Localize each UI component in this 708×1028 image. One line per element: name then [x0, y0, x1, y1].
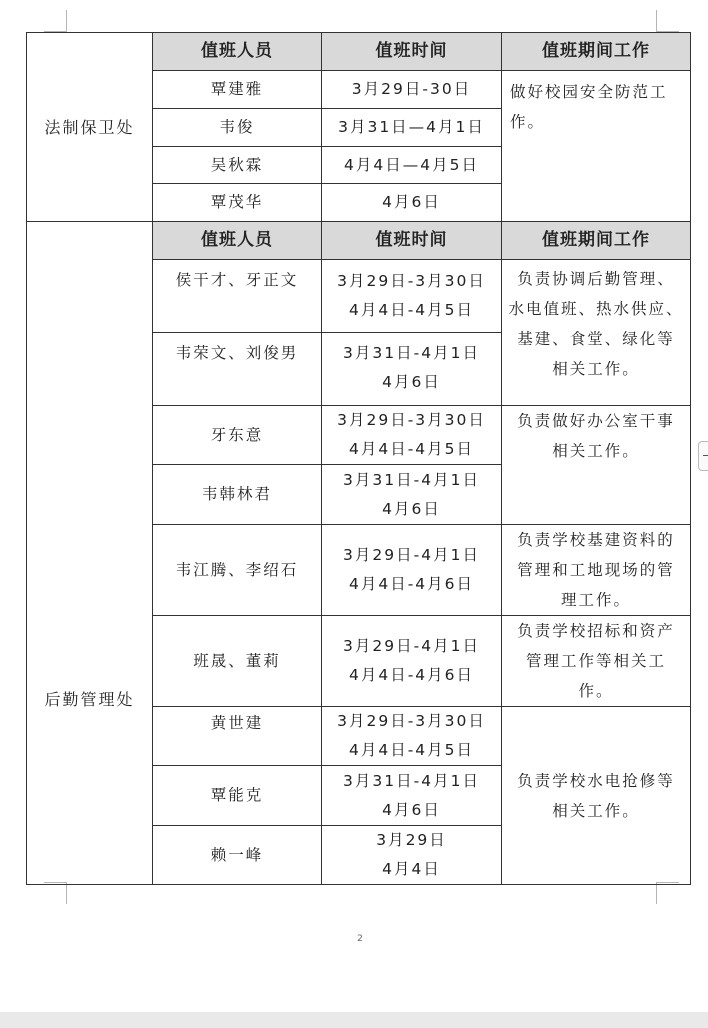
time-line: 3月29日-3月30日	[337, 272, 486, 290]
collapse-handle[interactable]	[698, 441, 708, 471]
header-time: 值班时间	[322, 222, 502, 260]
work-line: 负责学校招标和资产	[517, 622, 675, 640]
work-cell	[502, 616, 691, 707]
time-line: 4月6日	[382, 373, 441, 391]
work-line: 负责做好办公室干事	[517, 412, 675, 430]
bottom-gray-strip	[0, 1012, 708, 1028]
time-line: 4月4日-4月5日	[348, 741, 475, 759]
header-person: 值班人员	[153, 222, 322, 260]
time-cell	[322, 465, 502, 525]
time-line: 4月4日-4月6日	[348, 575, 475, 593]
time-line: 4月6日	[382, 499, 441, 518]
crop-mark-bottom-right-v	[656, 882, 657, 904]
work-line: 管理和工地现场的管	[517, 561, 675, 579]
time-line: 3月29日-3月30日	[337, 712, 486, 730]
time-cell	[322, 406, 502, 465]
time-line: 3月29日-4月1日	[343, 546, 480, 564]
person-cell: 韦韩林君	[153, 465, 322, 525]
time-line: 3月29日-3月30日	[337, 411, 486, 429]
time-cell	[322, 333, 502, 406]
crop-mark-top-left-v	[66, 10, 67, 32]
time-cell	[322, 766, 502, 826]
dept-cell: 后勤管理处	[27, 222, 153, 885]
person-cell: 赖一峰	[153, 826, 322, 885]
person-cell: 覃建雅	[153, 71, 322, 109]
person-cell: 韦江腾、李绍石	[153, 525, 322, 616]
person-cell: 吴秋霖	[153, 147, 322, 184]
work-cell	[502, 525, 691, 616]
work-text: 做好校园安全防范工作。	[510, 83, 668, 131]
work-line: 相关工作。	[552, 801, 640, 820]
work-cell	[502, 707, 691, 885]
work-line: 相关工作。	[552, 360, 640, 378]
time-line: 4月4日-4月6日	[348, 666, 475, 684]
person-cell: 侯干才、牙正文	[153, 260, 322, 333]
header-time: 值班时间	[322, 33, 502, 71]
time-cell: 4月4日—4月5日	[322, 147, 502, 184]
time-line: 4月4日	[382, 860, 441, 878]
work-cell	[502, 406, 691, 525]
time-cell	[322, 525, 502, 616]
work-line: 管理工作等相关工	[525, 652, 666, 670]
header-work: 值班期间工作	[502, 222, 691, 260]
time-line: 3月31日-4月1日	[343, 470, 480, 489]
work-cell	[502, 260, 691, 406]
person-cell: 班晟、董莉	[153, 616, 322, 707]
time-line: 4月6日	[382, 800, 441, 819]
duty-schedule-table	[26, 32, 691, 885]
time-cell	[322, 826, 502, 885]
time-cell: 3月31日—4月1日	[322, 109, 502, 147]
person-cell: 韦荣文、刘俊男	[153, 333, 322, 406]
time-line: 3月31日-4月1日	[343, 771, 480, 790]
time-cell	[322, 616, 502, 707]
time-cell	[322, 260, 502, 333]
time-line: 3月31日-4月1日	[343, 344, 480, 362]
work-line: 负责学校基建资料的	[517, 531, 675, 549]
work-line: 相关工作。	[552, 442, 640, 460]
time-cell: 3月29日-30日	[322, 71, 502, 109]
work-line: 基建、食堂、绿化等	[517, 330, 675, 348]
person-cell: 覃能克	[153, 766, 322, 826]
work-line: 负责协调后勤管理、	[517, 270, 675, 288]
person-cell: 黄世建	[153, 707, 322, 766]
person-cell: 覃茂华	[153, 184, 322, 222]
time-cell: 4月6日	[322, 184, 502, 222]
work-line: 作。	[578, 682, 614, 700]
minus-icon	[703, 455, 708, 456]
time-line: 4月4日-4月5日	[348, 301, 475, 319]
dept-cell: 法制保卫处	[27, 33, 153, 222]
person-cell: 韦俊	[153, 109, 322, 147]
time-line: 3月29日-4月1日	[343, 637, 480, 655]
person-cell: 牙东意	[153, 406, 322, 465]
crop-mark-bottom-left-v	[66, 882, 67, 904]
crop-mark-top-right-v	[656, 10, 657, 32]
header-work: 值班期间工作	[502, 33, 691, 71]
time-line: 4月4日-4月5日	[348, 440, 475, 458]
time-line: 3月29日	[376, 831, 447, 849]
header-person: 值班人员	[153, 33, 322, 71]
work-line: 负责学校水电抢修等	[517, 771, 675, 790]
work-line: 水电值班、热水供应、	[508, 300, 684, 318]
work-line: 理工作。	[560, 591, 631, 609]
work-cell	[502, 71, 691, 222]
time-cell	[322, 707, 502, 766]
page-number: 2	[357, 934, 363, 944]
